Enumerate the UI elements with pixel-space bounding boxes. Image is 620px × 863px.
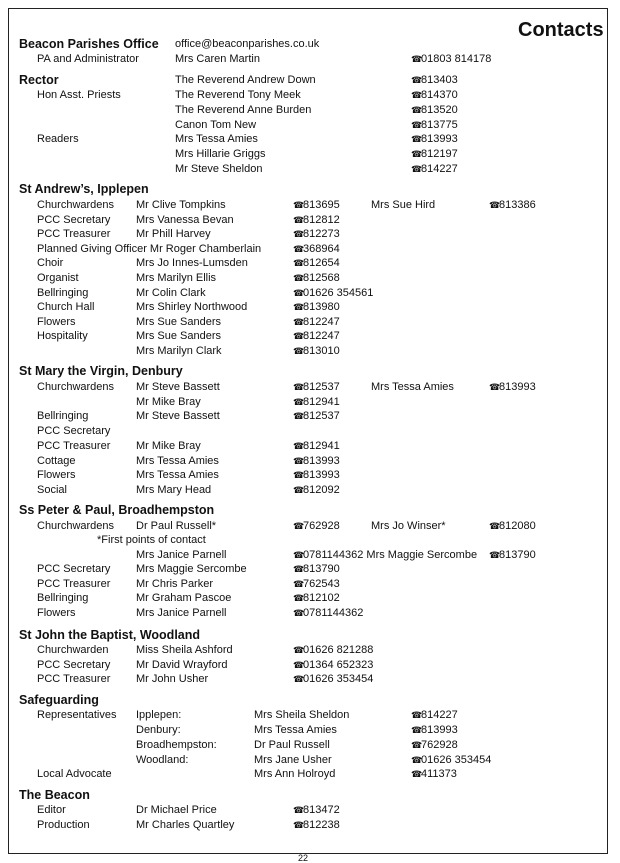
contact-name: Mr Charles Quartley	[136, 819, 235, 831]
phone-number: 813520	[421, 104, 458, 116]
phone-number: 762543	[303, 577, 340, 590]
contact-row	[0, 88, 620, 103]
contact-name: Mrs Mary Head	[136, 483, 212, 496]
phone-entry	[293, 271, 340, 286]
phone-entry	[293, 548, 477, 563]
phone-number: 0781144362	[303, 607, 364, 620]
phone-number: 813695	[303, 199, 340, 211]
contact-name: Mr Steve Bassett	[136, 410, 220, 423]
contact-row	[0, 533, 620, 548]
contact-name: Mrs Maggie Sercombe	[136, 563, 247, 575]
contact-row	[0, 708, 620, 723]
phone-number: 812568	[303, 272, 340, 284]
contact-row	[0, 424, 620, 439]
phone-entry	[411, 723, 458, 738]
contact-name: Mrs Marilyn Clark	[136, 345, 222, 357]
phone-entry	[293, 439, 340, 454]
phone-entry	[293, 344, 340, 359]
phone-number: 812197	[421, 148, 458, 160]
phone-entry	[489, 198, 536, 213]
role-label: PCC Treasurer	[37, 228, 111, 241]
contact-name: Dr Paul Russell	[254, 739, 330, 751]
phone-icon: ☎	[293, 484, 305, 495]
contact-name: Mr Mike Bray	[136, 395, 201, 408]
phone-number: 812080	[499, 520, 536, 532]
contact-row	[0, 380, 620, 395]
section-heading: Ss Peter & Paul, Broadhempston	[19, 503, 215, 517]
phone-entry	[293, 672, 373, 687]
role-label: PCC Secretary	[37, 213, 111, 226]
phone-entry	[293, 454, 340, 469]
phone-entry	[489, 548, 536, 563]
parish-label: Denbury:	[136, 724, 181, 736]
phone-icon: ☎	[293, 521, 305, 531]
contact-row	[0, 364, 620, 379]
phone-icon: ☎	[411, 90, 423, 100]
phone-icon: ☎	[293, 316, 305, 327]
phone-number: 813775	[421, 119, 458, 131]
phone-entry	[411, 708, 458, 723]
role-label: Planned Giving Officer Mr Roger Chamberlain	[37, 242, 262, 255]
phone-entry	[293, 227, 340, 242]
phone-icon: ☎	[489, 382, 501, 392]
phone-icon: ☎	[293, 674, 305, 685]
contact-row	[0, 628, 620, 643]
phone-number: 814370	[421, 89, 458, 101]
phone-number: 812247	[303, 315, 340, 328]
contact-name: Mrs Vanessa Bevan	[136, 213, 234, 226]
section-heading: St Mary the Virgin, Denbury	[19, 364, 183, 378]
phone-icon: ☎	[411, 105, 423, 115]
contact-name: Dr Michael Price	[136, 804, 217, 816]
footnote: *First points of contact	[97, 534, 206, 546]
phone-number: 368964	[303, 242, 340, 255]
contact-name: Miss Sheila Ashford	[136, 644, 233, 656]
contact-name: Mr Clive Tompkins	[136, 199, 226, 211]
contact-row	[0, 606, 620, 621]
contact-row	[0, 300, 620, 315]
contact-row	[0, 162, 620, 177]
phone-entry	[411, 73, 458, 88]
phone-number: 814227	[421, 709, 458, 721]
parish-label: Woodland:	[136, 754, 189, 766]
phone-entry	[293, 286, 373, 301]
phone-entry	[489, 380, 536, 395]
phone-entry	[293, 519, 340, 534]
phone-entry	[293, 591, 340, 606]
phone-icon: ☎	[293, 645, 305, 655]
contact-row	[0, 37, 620, 52]
phone-number: 813993	[421, 133, 458, 145]
contact-name: The Reverend Tony Meek	[175, 89, 301, 101]
role-label: Bellringing	[37, 592, 89, 605]
phone-number: 01626 353454	[303, 673, 374, 686]
contact-name: Mrs Tessa Amies	[175, 133, 258, 145]
phone-number: 01626 354561	[303, 286, 374, 299]
phone-number: 812654	[303, 257, 340, 270]
phone-icon: ☎	[293, 608, 305, 619]
contact-name: Mrs Jane Usher	[254, 754, 332, 766]
phone-entry	[293, 329, 340, 344]
phone-number: 812537	[303, 410, 340, 423]
parish-label: Broadhempston:	[136, 739, 217, 751]
phone-icon: ☎	[293, 805, 305, 815]
contact-row	[0, 256, 620, 271]
role-label: Churchwarden	[37, 644, 109, 656]
contact-row	[0, 818, 620, 833]
contact-row	[0, 395, 620, 410]
contact-name: The Reverend Andrew Down	[175, 74, 316, 86]
contact-name: Mrs Shirley Northwood	[136, 301, 248, 314]
contact-row	[0, 519, 620, 534]
phone-entry	[411, 88, 458, 103]
phone-number: 812092	[303, 483, 340, 496]
contact-name: Mrs Sue Sanders	[136, 315, 221, 328]
contact-row	[0, 454, 620, 469]
phone-number: 762928	[421, 739, 458, 751]
contact-row	[0, 198, 620, 213]
role-label: Choir	[37, 257, 64, 270]
section-heading: The Beacon	[19, 788, 90, 802]
role-label: Editor	[37, 804, 66, 816]
phone-entry	[293, 658, 373, 673]
phone-entry	[293, 256, 340, 271]
contact-row	[0, 658, 620, 673]
phone-number: 01626 353454	[421, 754, 492, 766]
role-label: PA and Administrator	[37, 53, 139, 65]
email-text: office@beaconparishes.co.uk	[175, 38, 320, 50]
phone-entry	[293, 643, 373, 658]
phone-entry	[293, 198, 340, 213]
phone-entry	[293, 315, 340, 330]
contact-row	[0, 577, 620, 592]
role-label: Bellringing	[37, 286, 89, 299]
role-label: PCC Secretary	[37, 658, 111, 671]
contact-name: Mrs Jo Innes-Lumsden	[136, 257, 248, 270]
phone-entry	[411, 103, 458, 118]
phone-icon: ☎	[411, 740, 423, 750]
role-label: Local Advocate	[37, 768, 112, 780]
phone-icon: ☎	[293, 273, 305, 283]
contact-name: Mrs Janice Parnell	[136, 607, 227, 620]
contact-row	[0, 329, 620, 344]
role-label: PCC Treasurer	[37, 673, 111, 686]
contact-name: Mrs Sue Hird	[371, 199, 436, 211]
role-label: PCC Secretary	[37, 563, 111, 575]
phone-number: 813790	[303, 563, 340, 575]
phone-entry	[411, 52, 491, 67]
contact-row	[0, 103, 620, 118]
role-label: Social	[37, 483, 67, 496]
contact-row	[0, 52, 620, 67]
section-heading: Rector	[19, 73, 59, 87]
contact-name: Mrs Hillarie Griggs	[175, 148, 266, 160]
contact-row	[0, 344, 620, 359]
contact-name: Mr Colin Clark	[136, 286, 206, 299]
page-title: Contacts	[518, 19, 604, 41]
contact-name: Mrs Ann Holroyd	[254, 768, 336, 780]
phone-icon: ☎	[293, 455, 305, 466]
phone-number: 813010	[303, 345, 340, 357]
contact-row	[0, 242, 620, 257]
phone-entry	[489, 519, 536, 534]
contact-row	[0, 439, 620, 454]
phone-number: 812247	[303, 330, 340, 343]
contact-row	[0, 672, 620, 687]
phone-number: 411373	[421, 768, 457, 780]
phone-number: 812812	[303, 213, 340, 226]
page-number: 22	[298, 853, 309, 863]
contact-row	[0, 73, 620, 88]
phone-entry	[293, 409, 340, 424]
section-heading: St Andrew’s, Ipplepen	[19, 182, 149, 196]
phone-icon: ☎	[411, 755, 423, 765]
contact-row	[0, 723, 620, 738]
phone-entry	[411, 147, 458, 162]
phone-entry	[293, 577, 340, 592]
role-label: PCC Treasurer	[37, 577, 111, 590]
contact-name: Mr John Usher	[136, 673, 209, 686]
contact-row	[0, 213, 620, 228]
phone-icon: ☎	[293, 578, 305, 589]
contact-row	[0, 147, 620, 162]
phone-number: 812102	[303, 592, 340, 605]
contact-row	[0, 286, 620, 301]
contact-name: Mrs Sheila Sheldon	[254, 709, 350, 721]
contact-row	[0, 483, 620, 498]
phone-icon: ☎	[293, 659, 305, 670]
phone-number: 813993	[499, 381, 536, 393]
phone-icon: ☎	[293, 287, 305, 298]
contact-row	[0, 548, 620, 563]
contact-name: Mrs Marilyn Ellis	[136, 272, 217, 284]
phone-number: 813386	[499, 199, 536, 211]
phone-entry	[411, 753, 491, 768]
phone-icon: ☎	[411, 134, 423, 144]
role-label: Flowers	[37, 469, 76, 482]
role-label: Readers	[37, 133, 79, 145]
role-label: Flowers	[37, 607, 76, 620]
section-heading: Safeguarding	[19, 693, 99, 707]
phone-entry	[293, 606, 363, 621]
role-label: Churchwardens	[37, 199, 115, 211]
phone-icon: ☎	[411, 164, 423, 174]
phone-number: 0781144362 Mrs Maggie Sercombe	[303, 549, 478, 561]
phone-entry	[293, 395, 340, 410]
phone-icon: ☎	[293, 214, 305, 225]
contact-row	[0, 767, 620, 782]
contact-name: Mr Steve Bassett	[136, 381, 220, 393]
phone-icon: ☎	[293, 820, 305, 830]
phone-icon: ☎	[293, 440, 305, 451]
phone-icon: ☎	[489, 521, 501, 531]
phone-icon: ☎	[411, 710, 423, 720]
contact-name: Mrs Caren Martin	[175, 53, 260, 65]
phone-icon: ☎	[411, 120, 423, 130]
phone-entry	[411, 738, 458, 753]
contact-name: Mr Graham Pascoe	[136, 592, 232, 605]
contact-name: Dr Paul Russell*	[136, 520, 217, 532]
phone-icon: ☎	[293, 411, 305, 422]
contact-row	[0, 738, 620, 753]
contact-row	[0, 788, 620, 803]
phone-entry	[293, 380, 340, 395]
phone-icon: ☎	[411, 769, 423, 779]
contact-row	[0, 315, 620, 330]
phone-number: 813790	[499, 549, 536, 561]
phone-number: 812941	[303, 395, 340, 408]
contact-row	[0, 591, 620, 606]
contact-name: Mr Chris Parker	[136, 577, 214, 590]
phone-icon: ☎	[411, 54, 423, 64]
phone-number: 813980	[303, 301, 340, 314]
contact-name: Mrs Sue Sanders	[136, 330, 221, 343]
role-label: PCC Treasurer	[37, 439, 111, 452]
contact-row	[0, 643, 620, 658]
contact-row	[0, 132, 620, 147]
role-label: Churchwardens	[37, 381, 115, 393]
contact-name: Mr Mike Bray	[136, 439, 201, 452]
phone-entry	[293, 803, 340, 818]
contact-name: Mrs Tessa Amies	[136, 469, 219, 482]
phone-number: 812941	[303, 439, 340, 452]
phone-number: 814227	[421, 163, 458, 175]
phone-entry	[293, 242, 340, 257]
phone-icon: ☎	[293, 550, 305, 560]
phone-entry	[293, 300, 340, 315]
phone-icon: ☎	[411, 75, 423, 85]
section-heading: Beacon Parishes Office	[19, 37, 159, 51]
contact-name: Mrs Tessa Amies	[254, 724, 337, 736]
phone-icon: ☎	[411, 149, 423, 159]
role-label: Flowers	[37, 315, 76, 328]
phone-number: 813993	[303, 454, 340, 467]
contact-row	[0, 693, 620, 708]
contact-name: The Reverend Anne Burden	[175, 104, 312, 116]
contact-row	[0, 562, 620, 577]
phone-number: 01626 821288	[303, 644, 374, 656]
role-label: Production	[37, 819, 90, 831]
contact-name: Mrs Jo Winser*	[371, 520, 446, 532]
contact-row	[0, 227, 620, 242]
role-label: Representatives	[37, 709, 117, 721]
contact-row	[0, 803, 620, 818]
phone-entry	[293, 213, 340, 228]
contact-name: Mrs Janice Parnell	[136, 549, 227, 561]
contact-row	[0, 503, 620, 518]
phone-icon: ☎	[293, 243, 305, 254]
phone-number: 812238	[303, 819, 340, 831]
contact-row	[0, 271, 620, 286]
contact-row	[0, 753, 620, 768]
phone-icon: ☎	[293, 331, 305, 342]
phone-icon: ☎	[293, 470, 305, 481]
phone-icon: ☎	[293, 593, 305, 604]
role-label: PCC Secretary	[37, 425, 111, 438]
phone-entry	[293, 562, 340, 577]
phone-icon: ☎	[293, 396, 305, 407]
contact-name: Mrs Tessa Amies	[136, 454, 219, 467]
phone-icon: ☎	[293, 346, 305, 356]
role-label: Hospitality	[37, 330, 88, 343]
phone-entry	[411, 767, 457, 782]
phone-icon: ☎	[293, 564, 305, 574]
role-label: Bellringing	[37, 410, 89, 423]
phone-entry	[411, 162, 458, 177]
phone-icon: ☎	[411, 725, 423, 735]
phone-icon: ☎	[489, 550, 501, 560]
phone-icon: ☎	[489, 200, 501, 210]
role-label: Churchwardens	[37, 520, 115, 532]
role-label: Church Hall	[37, 301, 95, 314]
phone-number: 813993	[303, 469, 340, 482]
contact-row	[0, 118, 620, 133]
phone-number: 01803 814178	[421, 53, 492, 65]
phone-icon: ☎	[293, 229, 305, 240]
phone-entry	[293, 818, 340, 833]
phone-entry	[411, 118, 458, 133]
phone-number: 762928	[303, 520, 340, 532]
phone-icon: ☎	[293, 302, 305, 313]
role-label: Hon Asst. Priests	[37, 89, 121, 101]
contact-name: Mr David Wrayford	[136, 658, 228, 671]
contact-name: Canon Tom New	[175, 119, 257, 131]
phone-icon: ☎	[293, 382, 305, 392]
contact-row	[0, 409, 620, 424]
phone-icon: ☎	[293, 258, 305, 269]
phone-number: 812537	[303, 381, 340, 393]
phone-number: 813472	[303, 804, 340, 816]
role-label: Cottage	[37, 454, 76, 467]
phone-entry	[293, 468, 340, 483]
phone-number: 813403	[421, 74, 458, 86]
phone-entry	[293, 483, 340, 498]
section-heading: St John the Baptist, Woodland	[19, 628, 201, 642]
role-label: Organist	[37, 272, 79, 284]
contact-row	[0, 468, 620, 483]
contact-row	[0, 182, 620, 197]
contact-name: Mrs Tessa Amies	[371, 381, 454, 393]
phone-icon: ☎	[293, 200, 305, 210]
phone-number: 812273	[303, 228, 340, 241]
phone-number: 01364 652323	[303, 658, 374, 671]
contact-name: Mr Phill Harvey	[136, 228, 211, 241]
phone-number: 813993	[421, 724, 458, 736]
phone-entry	[411, 132, 458, 147]
parish-label: Ipplepen:	[136, 709, 182, 721]
contact-name: Mr Steve Sheldon	[175, 163, 263, 175]
